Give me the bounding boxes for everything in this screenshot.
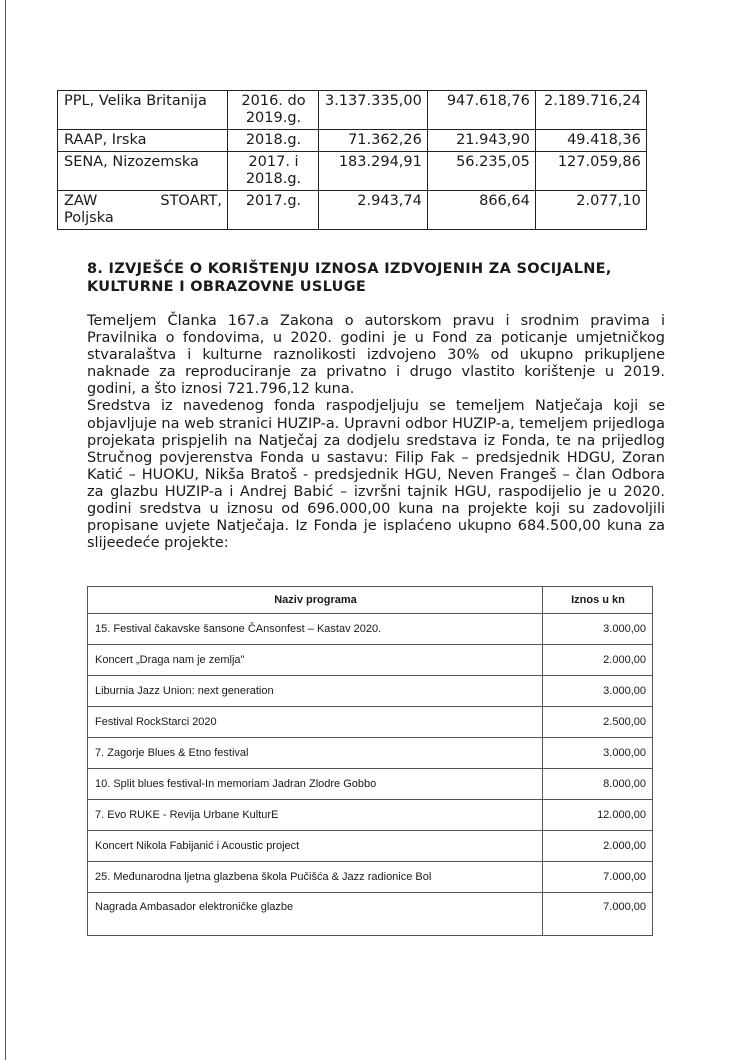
table-row xyxy=(58,91,647,130)
total-cell: 3.137.335,00 xyxy=(319,91,428,130)
table-row xyxy=(58,191,647,230)
org-cell: PPL, Velika Britanija xyxy=(58,91,228,130)
total-cell: 2.943,74 xyxy=(319,191,428,230)
table-row xyxy=(58,152,647,191)
table-row xyxy=(88,614,653,645)
project-name: Koncert Nikola Fabijanić i Acoustic project xyxy=(88,831,543,862)
net-cell: 2.189.716,24 xyxy=(535,91,646,130)
project-name: Festival RockStarci 2020 xyxy=(88,707,543,738)
table-row xyxy=(88,893,653,936)
deduction-cell: 947.618,76 xyxy=(427,91,535,130)
table-row xyxy=(88,800,653,831)
table-row xyxy=(88,676,653,707)
project-name: 7. Zagorje Blues & Etno festival xyxy=(88,738,543,769)
paragraph: Temeljem Članka 167.a Zakona o autorskom pravu i srodnim pravima i Pravilnika o fondovima, u 2020. godini je u Fond za poticanje umjetničkog stvaralaštva i kulturne raznolikosti izdvojeno 30% od ukupno prikupljene naknade za reproduciranje za privatno i drugo vlastito korištenje u 2019. godini, a što iznosi 721.796,12 kuna. xyxy=(87,313,665,398)
org-cell xyxy=(58,191,228,230)
project-amount: 3.000,00 xyxy=(543,738,653,769)
net-cell: 2.077,10 xyxy=(535,191,646,230)
projects-table xyxy=(87,586,653,936)
table-row xyxy=(88,707,653,738)
table-row xyxy=(58,130,647,152)
deduction-cell: 56.235,05 xyxy=(427,152,535,191)
project-amount: 2.000,00 xyxy=(543,831,653,862)
table-row xyxy=(88,769,653,800)
org-name-part: Poljska xyxy=(64,210,114,226)
period-cell: 2017. i 2018.g. xyxy=(228,152,319,191)
column-header-amount: Iznos u kn xyxy=(543,587,653,614)
project-name: 25. Međunarodna ljetna glazbena škola Pučišća & Jazz radionice Bol xyxy=(88,862,543,893)
period-cell: 2018.g. xyxy=(228,130,319,152)
org-name-part: STOART, xyxy=(160,193,222,209)
project-amount: 2.500,00 xyxy=(543,707,653,738)
body-text xyxy=(87,313,665,552)
deduction-cell: 21.943,90 xyxy=(427,130,535,152)
project-name: Koncert „Draga nam je zemlja" xyxy=(88,645,543,676)
deduction-cell: 866,64 xyxy=(427,191,535,230)
project-name: Nagrada Ambasador elektroničke glazbe xyxy=(88,893,543,936)
project-name: Liburnia Jazz Union: next generation xyxy=(88,676,543,707)
table-row xyxy=(88,645,653,676)
project-amount: 8.000,00 xyxy=(543,769,653,800)
net-cell: 49.418,36 xyxy=(535,130,646,152)
org-cell: SENA, Nizozemska xyxy=(58,152,228,191)
project-name: 10. Split blues festival-In memoriam Jadran Zlodre Gobbo xyxy=(88,769,543,800)
project-amount: 7.000,00 xyxy=(543,862,653,893)
heading-line: 8. IZVJEŠĆE O KORIŠTENJU IZNOSA IZDVOJENIH ZA SOCIJALNE, xyxy=(87,261,612,277)
project-amount: 3.000,00 xyxy=(543,614,653,645)
total-cell: 183.294,91 xyxy=(319,152,428,191)
org-cell: RAAP, Irska xyxy=(58,130,228,152)
project-amount: 12.000,00 xyxy=(543,800,653,831)
table-row xyxy=(88,738,653,769)
table-header-row xyxy=(88,587,653,614)
net-cell: 127.059,86 xyxy=(535,152,646,191)
royalty-table xyxy=(57,90,647,230)
project-amount: 7.000,00 xyxy=(543,893,653,936)
project-amount: 3.000,00 xyxy=(543,676,653,707)
paragraph: Sredstva iz navedenog fonda raspodjeljuju se temeljem Natječaja koji se objavljuje na web stranici HUZIP-a. Upravni odbor HUZIP-a, temeljem prijedloga projekata prispjelih na Natječaj za dodjelu sredstava iz Fonda, te na prijedlog Stručnog povjerenstva Fonda u sastavu: Filip Fak – predsjednik HDGU, Zoran Katić – HUOKU, Nikša Bratoš - predsjednik HGU, Neven Frangeš – član Odbora za glazbu HUZIP-a i Andrej Babić – izvršni tajnik HGU, raspodijelio je u 2020. godini sredstva u iznosu od 696.000,00 kuna na projekte koji su zadovoljili propisane uvjete Natječaja. Iz Fonda je isplaćeno ukupno 684.500,00 kuna za slijeedeće projekte: xyxy=(87,398,665,552)
page-edge-line xyxy=(5,0,6,1060)
project-name: 7. Evo RUKE - Revija Urbane KulturE xyxy=(88,800,543,831)
period-cell: 2016. do 2019.g. xyxy=(228,91,319,130)
org-name-part: ZAW xyxy=(64,193,98,209)
project-name: 15. Festival čakavske šansone ČAnsonfest – Kastav 2020. xyxy=(88,614,543,645)
total-cell: 71.362,26 xyxy=(319,130,428,152)
project-amount: 2.000,00 xyxy=(543,645,653,676)
table-row xyxy=(88,862,653,893)
section-heading xyxy=(87,260,667,296)
heading-line: KULTURNE I OBRAZOVNE USLUGE xyxy=(87,279,367,295)
period-cell: 2017.g. xyxy=(228,191,319,230)
table-row xyxy=(88,831,653,862)
column-header-name: Naziv programa xyxy=(88,587,543,614)
